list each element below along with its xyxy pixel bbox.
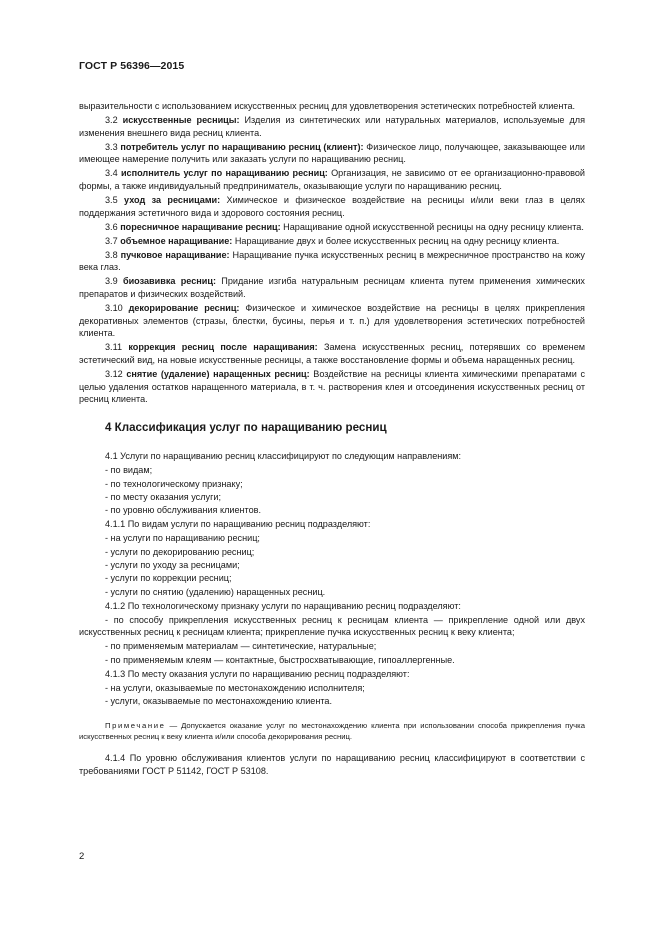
definition-term: биозавивка ресниц:: [122, 276, 216, 287]
list-4-1-1: [79, 532, 585, 598]
definition-item: [79, 221, 585, 234]
definition-text: Физическое лицо, получающее, заказывающее или имеющее намерение получить или заказать услуги по наращиванию ресниц.: [79, 141, 585, 165]
definition-term: потребитель услуг по наращиванию ресниц (клиент):: [120, 141, 364, 152]
definition-number: 3.4: [105, 168, 118, 179]
list-item: - по технологическому признаку;: [105, 478, 243, 489]
definition-number: 3.3: [105, 141, 118, 152]
definition-term: искусственные ресницы:: [122, 115, 240, 126]
definition-item: [79, 141, 585, 166]
definition-text: Физическое и химическое воздействие на ресницы в целях прикрепления декоративных элементов (стразы, блестки, бусины, перья и т. п.) для удовлетворения эстетических потребностей клиента.: [79, 303, 585, 339]
clause-4-1-2: 4.1.2 По технологическому признаку услуги по наращиванию ресниц подразделяют:: [105, 600, 461, 611]
definition-text: Замена искусственных ресниц, потерявших со временем эстетический вид, на новые искусственные ресницы, а также восстановление формы и объема наращенных ресниц.: [79, 342, 586, 365]
definition-item: [79, 275, 585, 300]
clause-4-1-4: 4.1.4 По уровню обслуживания клиентов услуги по наращиванию ресниц классифицируют в соответствии с требованиями ГОСТ Р 51142, ГОСТ Р 53108.: [79, 753, 585, 777]
definition-number: 3.5: [105, 195, 118, 206]
definition-number: 3.6: [105, 221, 118, 232]
definition-item: [79, 114, 585, 139]
definition-text: Организация, не зависимо от ее организационно-правовой формы, а также индивидуальный предприниматель, оказывающие услуги по наращиванию ресниц.: [79, 168, 585, 191]
definition-number: 3.2: [105, 115, 118, 126]
definition-number: 3.10: [105, 303, 123, 314]
list-item: - услуги, оказываемые по местонахождению клиента.: [105, 696, 333, 707]
definition-text: Наращивание пучка искусственных ресниц в межресничное пространство на кожу века глаз.: [79, 249, 585, 273]
list-4-1: [79, 464, 585, 516]
definition-term: поресничное наращивание ресниц:: [120, 221, 281, 232]
list-item: - по видам;: [105, 465, 153, 476]
list-item: - по применяемым клеям — контактные, быстросхватывающие, гипоаллергенные.: [105, 654, 455, 665]
list-item: - услуги по уходу за ресницами;: [105, 559, 240, 570]
list-item: - по месту оказания услуги;: [105, 491, 221, 502]
list-item: - на услуги по наращиванию ресниц;: [105, 533, 260, 544]
note: [79, 720, 585, 743]
list-item: - услуги по коррекции ресниц;: [105, 573, 232, 584]
list-item: - по уровню обслуживания клиентов.: [105, 505, 262, 516]
definition-item: [79, 249, 585, 274]
document-body: [79, 100, 585, 779]
definition-term: уход за ресницами:: [124, 195, 221, 206]
definitions-list: [79, 114, 585, 406]
definition-term: объемное наращивание:: [120, 235, 233, 246]
list-4-1-2: [79, 640, 585, 666]
definition-text: Воздействие на ресницы клиента химическими препаратами с целью удаления остатков наращенного материала, в т. ч. растворения клея и отсоединения искусственных ресниц от ресниц клиента.: [79, 368, 585, 405]
list-item: - на услуги, оказываемые по местонахождению исполнителя;: [105, 682, 365, 693]
definition-text: Наращивание двух и более искусственных ресниц на одну ресницу клиента.: [232, 235, 560, 246]
definition-term: декорирование ресниц:: [128, 303, 240, 314]
clause-4-1-3: 4.1.3 По месту оказания услуги по наращиванию ресниц подразделяют:: [105, 668, 410, 679]
document-header: ГОСТ Р 56396—2015: [79, 60, 185, 72]
definition-text: Химическое и физическое воздействие на ресницы и/или веки глаз в целях поддержания эстетичного вида и здорового состояния ресниц.: [79, 195, 585, 218]
clause-4-1-2-item: - по способу прикрепления искусственных ресниц к ресницам клиента — прикрепление одной или двух искусственных ресниц к ресницам клиента; прикрепление пучка искусственных ресниц к веку клиента;: [79, 614, 585, 638]
section-heading: 4 Классификация услуг по наращиванию ресниц: [105, 420, 387, 434]
definition-text: Придание изгиба натуральным ресницам клиента путем применения химических препаратов и физических воздействий.: [79, 276, 585, 300]
page-number: 2: [79, 851, 85, 862]
note-label: Примечание: [105, 720, 166, 730]
definition-number: 3.8: [105, 249, 118, 260]
definition-item: [79, 341, 585, 366]
clause-4-1: 4.1 Услуги по наращиванию ресниц классифицируют по следующим направлениям:: [105, 451, 462, 462]
definition-text: Наращивание одной искусственной ресницы на одну ресницу клиента.: [280, 221, 584, 232]
intro-paragraph: выразительности с использованием искусственных ресниц для удовлетворения эстетических потребностей клиента.: [79, 101, 576, 111]
definition-item: [79, 235, 585, 248]
definition-item: [79, 194, 585, 219]
list-item: - услуги по декорированию ресниц;: [105, 546, 255, 557]
note-text: — Допускается оказание услуг по местонахождению клиента при использовании способа прикрепления пучка искусственных ресниц к веку клиента и/или способа декорирования ресниц.: [79, 720, 585, 742]
list-item: - по применяемым материалам — синтетические, натуральные;: [105, 641, 377, 652]
definition-text: Изделия из синтетических или натуральных материалов, используемые для изменения внешнего вида ресниц клиента.: [79, 115, 585, 138]
definition-term: исполнитель услуг по наращиванию ресниц:: [120, 168, 328, 179]
clause-4-1-1: 4.1.1 По видам услуги по наращиванию ресниц подразделяют:: [105, 519, 371, 530]
definition-item: [79, 167, 585, 192]
definition-number: 3.12: [105, 368, 123, 379]
definition-term: снятие (удаление) наращенных ресниц:: [126, 368, 310, 379]
definition-item: [79, 302, 585, 340]
definition-term: коррекция ресниц после наращивания:: [128, 342, 318, 353]
list-item: - услуги по снятию (удалению) наращенных ресниц.: [105, 586, 326, 597]
definition-item: [79, 368, 585, 406]
definition-term: пучковое наращивание:: [120, 249, 230, 260]
definition-number: 3.11: [105, 342, 123, 353]
list-4-1-3: [79, 682, 585, 708]
definition-number: 3.9: [105, 276, 118, 287]
definition-number: 3.7: [105, 235, 118, 246]
